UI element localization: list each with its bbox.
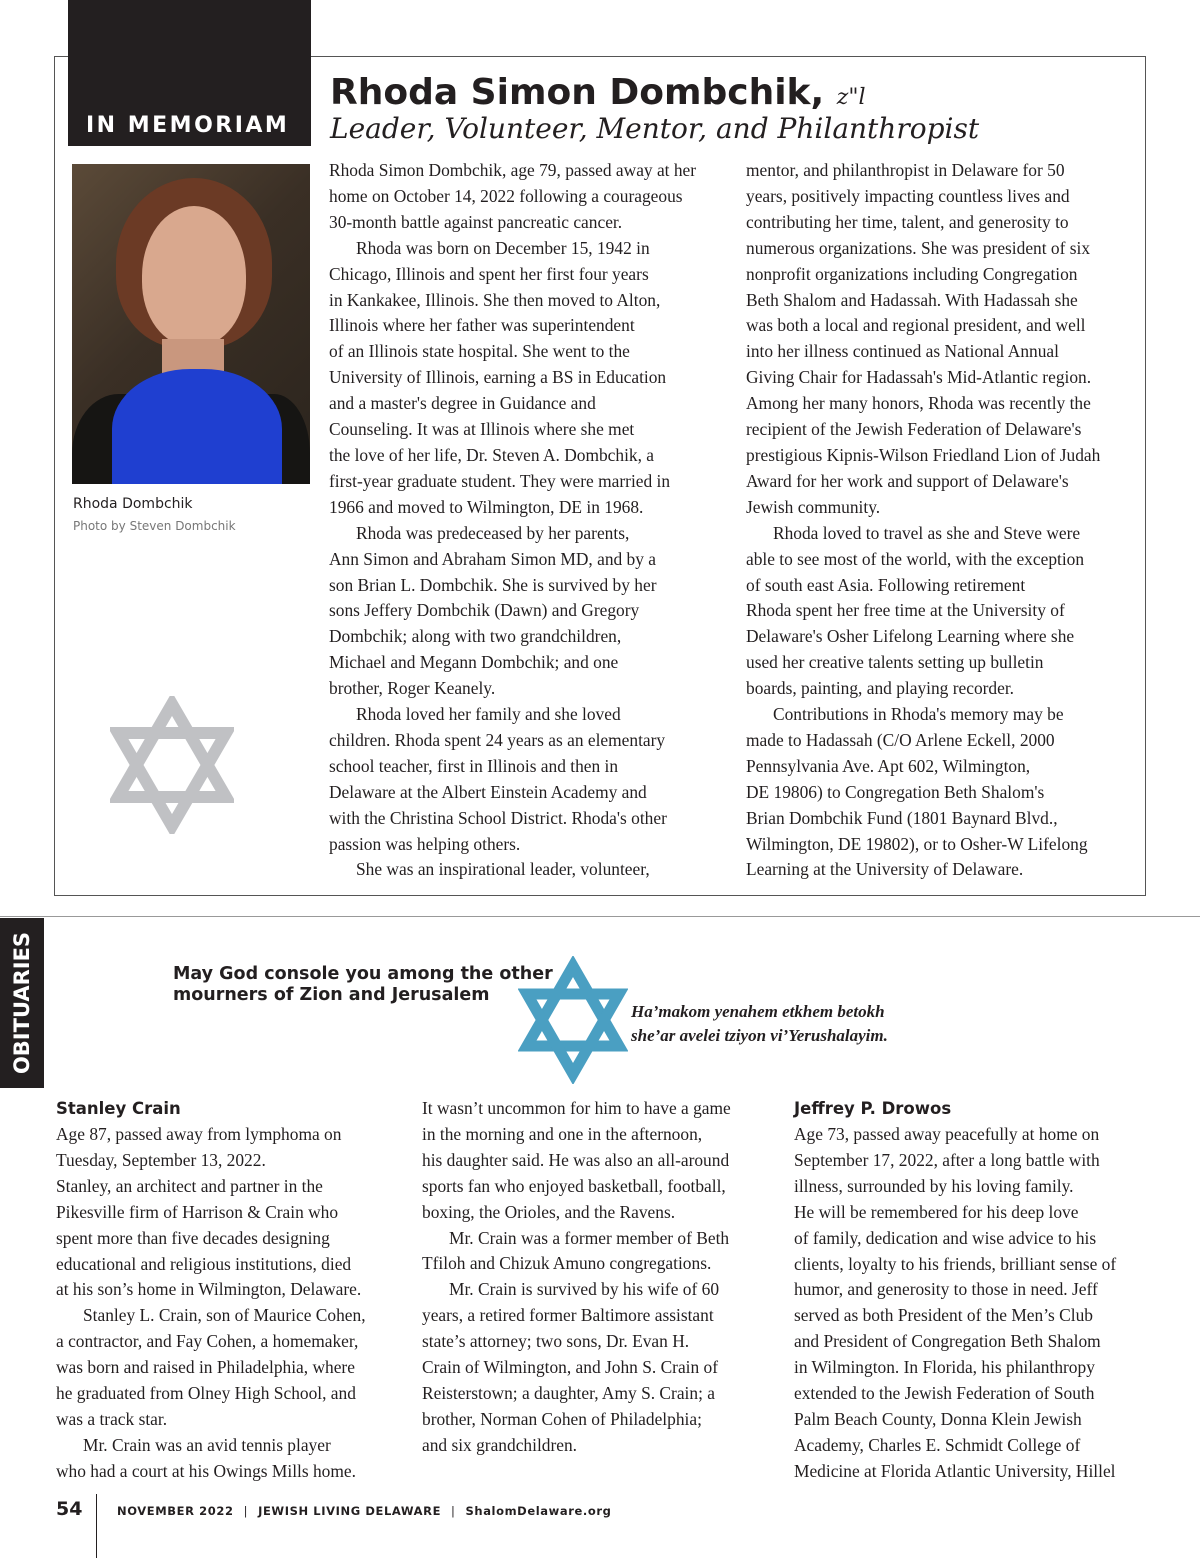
text-line: in Kankakee, Illinois. She then moved to Alton, xyxy=(329,289,661,310)
star-of-david-icon xyxy=(518,956,628,1084)
text-line: years, a retired former Baltimore assistant xyxy=(422,1305,714,1326)
text-line: passion was helping others. xyxy=(329,833,521,854)
text-line: Stanley L. Crain, son of Maurice Cohen, xyxy=(83,1305,366,1326)
text-line: Rhoda loved to travel as she and Steve were xyxy=(773,522,1081,543)
text-line: Age 87, passed away from lymphoma on xyxy=(56,1124,342,1144)
text-line: Pennsylvania Ave. Apt 602, Wilmington, xyxy=(746,755,1031,776)
text-line: first-year graduate student. They were married in xyxy=(329,470,671,491)
text-line: Giving Chair for Hadassah's Mid-Atlantic region. xyxy=(746,367,1092,388)
text-line: recipient of the Jewish Federation of Delaware's xyxy=(746,419,1082,440)
text-line: Stanley, an architect and partner in the xyxy=(56,1175,323,1196)
text-line: the love of her life, Dr. Steven A. Dombchik, a xyxy=(329,444,655,465)
text-line: he graduated from Olney High School, and xyxy=(56,1383,356,1404)
obituaries-tab xyxy=(0,918,44,1088)
section-divider xyxy=(0,916,1200,917)
text-line: sons Jeffery Dombchik (Dawn) and Gregory xyxy=(329,600,640,621)
text-line: with the Christina School District. Rhoda's other xyxy=(329,807,667,828)
text-line: clients, loyalty to his friends, brilliant sense of xyxy=(794,1253,1117,1274)
obituary-crain-column-2 xyxy=(422,1096,772,1459)
text-line: humor, and generosity to those in need. Jeff xyxy=(794,1279,1098,1300)
text-line: boxing, the Orioles, and the Ravens. xyxy=(422,1201,676,1222)
text-line: and six grandchildren. xyxy=(422,1434,578,1455)
text-line: Rhoda was predeceased by her parents, xyxy=(356,522,630,543)
text-line: his daughter said. He was also an all-around xyxy=(422,1149,730,1170)
obituary-name: Stanley Crain xyxy=(56,1099,181,1118)
text-line: prestigious Kipnis-Wilson Friedland Lion of Judah xyxy=(746,444,1101,465)
obituary-drowos-column xyxy=(794,1096,1144,1485)
obituary-crain-column-1 xyxy=(56,1096,406,1485)
text-line: made to Hadassah (C/O Arlene Eckell, 2000 xyxy=(746,729,1055,750)
text-line: Jewish community. xyxy=(746,496,881,517)
text-line: Age 73, passed away peacefully at home on xyxy=(794,1124,1100,1144)
text-line: It wasn’t uncommon for him to have a game xyxy=(422,1098,731,1118)
consolation-transliteration xyxy=(631,1000,888,1048)
text-line: Dombchik; along with two grandchildren, xyxy=(329,626,622,647)
text-line: Award for her work and support of Delaware's xyxy=(746,470,1069,491)
consolation-line: she’ar avelei tziyon vi’Yerushalayim. xyxy=(631,1026,888,1045)
consolation-line: mourners of Zion and Jerusalem xyxy=(173,985,490,1005)
text-line: able to see most of the world, with the exception xyxy=(746,548,1085,569)
text-line: spent more than five decades designing xyxy=(56,1227,330,1248)
text-line: Michael and Megann Dombchik; and one xyxy=(329,652,619,673)
text-line: children. Rhoda spent 24 years as an elementary xyxy=(329,729,666,750)
memoriam-tab-label: IN MEMORIAM xyxy=(86,113,290,138)
footer-issue: NOVEMBER 2022 xyxy=(117,1504,234,1518)
text-line: of south east Asia. Following retirement xyxy=(746,574,1026,595)
text-line: served as both President of the Men’s Club xyxy=(794,1305,1093,1326)
text-line: was born and raised in Philadelphia, where xyxy=(56,1357,355,1378)
text-line: Crain of Wilmington, and John S. Crain of xyxy=(422,1357,719,1378)
consolation-line: May God console you among the other xyxy=(173,964,553,984)
text-line: numerous organizations. She was president of six xyxy=(746,237,1091,258)
text-line: Reisterstown; a daughter, Amy S. Crain; a xyxy=(422,1382,715,1403)
footer-meta xyxy=(117,1504,611,1518)
text-line: Ann Simon and Abraham Simon MD, and by a xyxy=(329,548,657,569)
text-line: Chicago, Illinois and spent her first four years xyxy=(329,263,649,284)
text-line: Illinois where her father was superintendent xyxy=(329,315,635,336)
text-line: illness, surrounded by his loving family. xyxy=(794,1175,1074,1196)
memoriam-subtitle: Leader, Volunteer, Mentor, and Philanthropist xyxy=(330,112,980,145)
footer-divider xyxy=(96,1494,97,1558)
text-line: Pikesville firm of Harrison & Crain who xyxy=(56,1201,339,1222)
text-line: Learning at the University of Delaware. xyxy=(746,859,1024,880)
text-line: nonprofit organizations including Congregation xyxy=(746,263,1078,284)
text-line: of an Illinois state hospital. She went to the xyxy=(329,341,630,362)
text-line: Brian Dombchik Fund (1801 Baynard Blvd., xyxy=(746,807,1058,828)
text-line: at his son’s home in Wilmington, Delaware. xyxy=(56,1279,362,1300)
text-line: DE 19806) to Congregation Beth Shalom's xyxy=(746,781,1045,802)
memoriam-honorific: z"l xyxy=(836,85,866,110)
footer-website[interactable]: ShalomDelaware.org xyxy=(465,1504,612,1518)
text-line: Delaware's Osher Lifelong Learning where she xyxy=(746,626,1075,647)
text-line: He will be remembered for his deep love xyxy=(794,1201,1079,1222)
text-line: Among her many honors, Rhoda was recently the xyxy=(746,393,1091,414)
text-line: Contributions in Rhoda's memory may be xyxy=(773,704,1064,725)
memoriam-tab xyxy=(68,0,311,146)
text-line: Mr. Crain was a former member of Beth xyxy=(449,1227,730,1248)
consolation-english xyxy=(173,964,553,1006)
text-line: Mr. Crain is survived by his wife of 60 xyxy=(449,1279,720,1300)
text-line: and a master's degree in Guidance and xyxy=(329,393,596,414)
text-line: Rhoda was born on December 15, 1942 in xyxy=(356,237,650,258)
photo-caption-name: Rhoda Dombchik xyxy=(73,496,193,512)
page-number: 54 xyxy=(56,1498,83,1520)
memoriam-name: Rhoda Simon Dombchik, xyxy=(330,72,825,113)
text-line: Tuesday, September 13, 2022. xyxy=(56,1149,266,1170)
obituary-name: Jeffrey P. Drowos xyxy=(794,1099,952,1118)
footer-separator: | xyxy=(243,1504,249,1518)
text-line: contributing her time, talent, and generosity to xyxy=(746,211,1069,232)
text-line: Rhoda spent her free time at the University of xyxy=(746,600,1065,621)
text-line: of family, dedication and wise advice to his xyxy=(794,1227,1097,1248)
star-of-david-icon xyxy=(110,696,234,834)
text-line: Mr. Crain was an avid tennis player xyxy=(83,1434,331,1455)
text-line: state’s attorney; two sons, Dr. Evan H. xyxy=(422,1331,690,1352)
text-line: Wilmington, DE 19802), or to Osher-W Lifelong xyxy=(746,833,1088,854)
consolation-line: Ha’makom yenahem etkhem betokh xyxy=(631,1002,885,1021)
text-line: school teacher, first in Illinois and then in xyxy=(329,755,619,776)
text-line: brother, Roger Keanely. xyxy=(329,678,496,699)
text-line: used her creative talents setting up bulletin xyxy=(746,652,1044,673)
text-line: son Brian L. Dombchik. She is survived by her xyxy=(329,574,657,595)
text-line: was both a local and regional president, and well xyxy=(746,315,1086,336)
text-line: years, positively impacting countless lives and xyxy=(746,185,1070,206)
text-line: Tfiloh and Chizuk Amuno congregations. xyxy=(422,1253,712,1274)
text-line: extended to the Jewish Federation of South xyxy=(794,1383,1095,1404)
text-line: and President of Congregation Beth Shalom xyxy=(794,1331,1101,1352)
text-line: educational and religious institutions, died xyxy=(56,1253,352,1274)
text-line: boards, painting, and playing recorder. xyxy=(746,678,1015,699)
text-line: was a track star. xyxy=(56,1408,168,1429)
text-line: into her illness continued as National Annual xyxy=(746,341,1059,362)
text-line: Counseling. It was at Illinois where she met xyxy=(329,419,635,440)
memoriam-column-2 xyxy=(746,158,1141,883)
text-line: 30-month battle against pancreatic cancer. xyxy=(329,211,623,232)
text-line: September 17, 2022, after a long battle with xyxy=(794,1149,1100,1170)
text-line: Rhoda loved her family and she loved xyxy=(356,704,621,725)
memoriam-column-1 xyxy=(329,158,729,883)
text-line: 1966 and moved to Wilmington, DE in 1968. xyxy=(329,496,644,517)
text-line: a contractor, and Fay Cohen, a homemaker, xyxy=(56,1331,359,1352)
text-line: Delaware at the Albert Einstein Academy and xyxy=(329,781,647,802)
text-line: Beth Shalom and Hadassah. With Hadassah she xyxy=(746,289,1078,310)
text-line: home on October 14, 2022 following a courageous xyxy=(329,185,683,206)
text-line: brother, Norman Cohen of Philadelphia; xyxy=(422,1408,702,1429)
photo-caption-credit: Photo by Steven Dombchik xyxy=(73,519,236,533)
text-line: in the morning and one in the afternoon, xyxy=(422,1123,703,1144)
text-line: Rhoda Simon Dombchik, age 79, passed away at her xyxy=(329,160,697,180)
text-line: mentor, and philanthropist in Delaware for 50 xyxy=(746,160,1065,180)
text-line: who had a court at his Owings Mills home. xyxy=(56,1460,356,1481)
text-line: University of Illinois, earning a BS in Education xyxy=(329,367,667,388)
text-line: sports fan who enjoyed basketball, football, xyxy=(422,1175,726,1196)
obituaries-tab-label: OBITUARIES xyxy=(10,931,34,1075)
memoriam-headline xyxy=(330,72,865,113)
text-line: Medicine at Florida Atlantic University, Hillel xyxy=(794,1460,1116,1481)
portrait-photo xyxy=(72,164,310,484)
text-line: Palm Beach County, Donna Klein Jewish xyxy=(794,1408,1082,1429)
text-line: Academy, Charles E. Schmidt College of xyxy=(794,1434,1081,1455)
footer-publication: JEWISH LIVING DELAWARE xyxy=(258,1504,442,1518)
text-line: in Wilmington. In Florida, his philanthropy xyxy=(794,1357,1095,1378)
footer-separator: | xyxy=(451,1504,456,1518)
text-line: She was an inspirational leader, volunteer, xyxy=(356,859,650,880)
